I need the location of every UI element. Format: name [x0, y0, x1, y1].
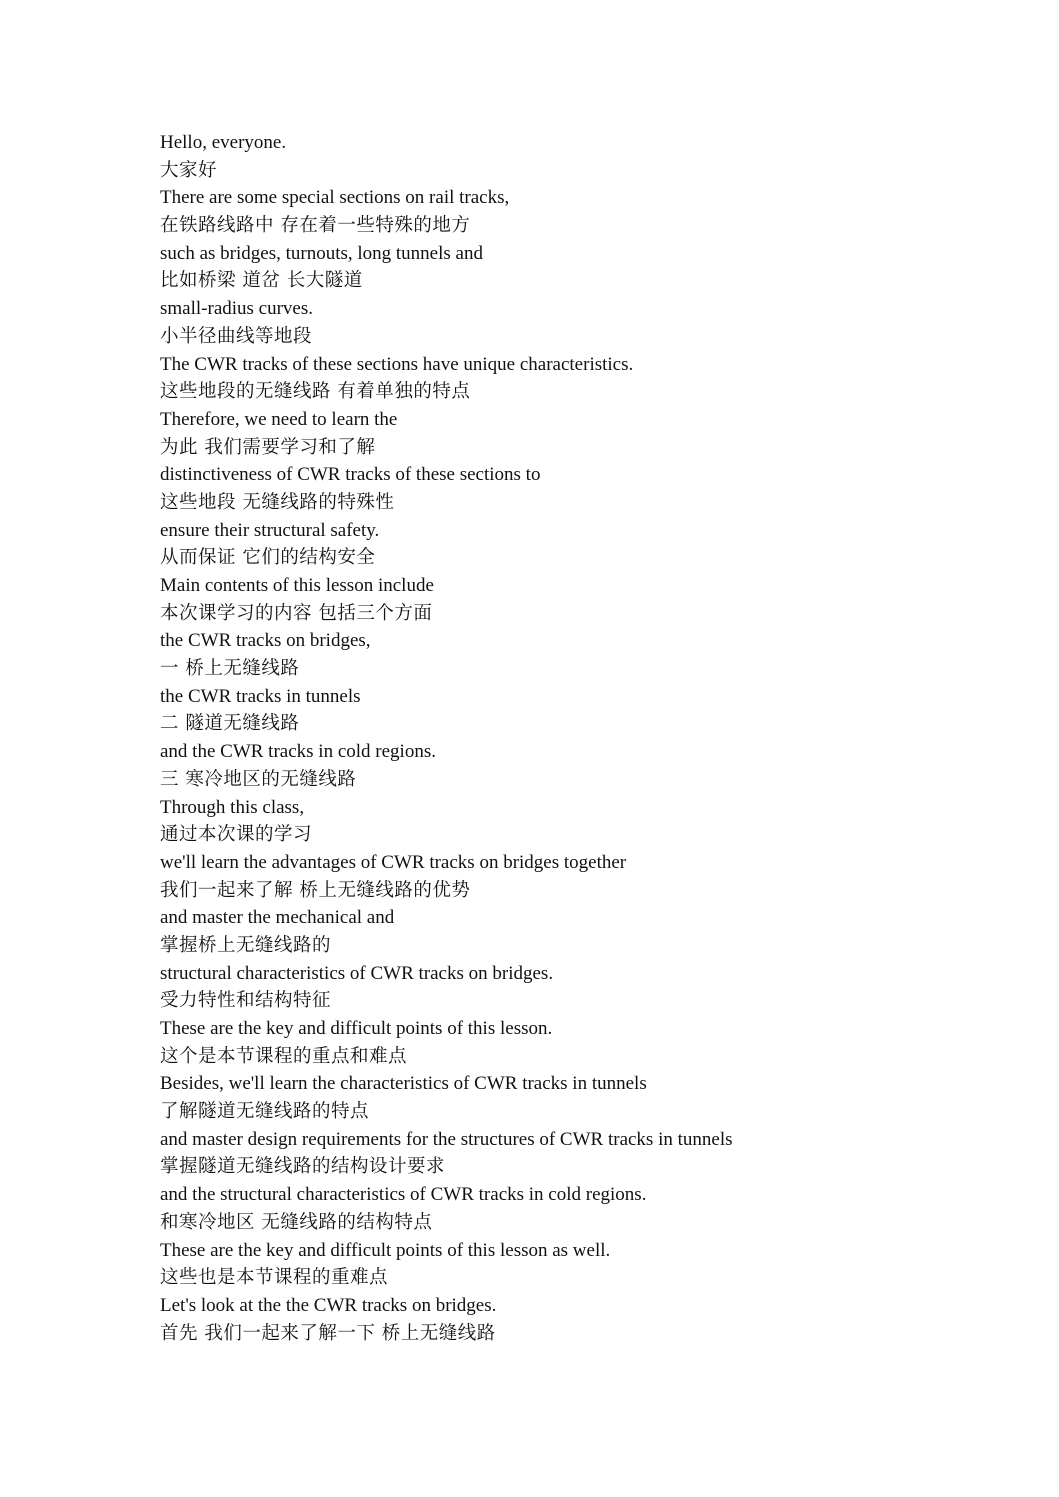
transcript-line-en: and master design requirements for the structures of CWR tracks in tunnels: [160, 1128, 733, 1150]
transcript-line-en: These are the key and difficult points of this lesson as well.: [160, 1239, 611, 1261]
transcript-line-en: Therefore, we need to learn the: [160, 408, 398, 430]
transcript-line-zh: 这个是本节课程的重点和难点: [160, 1045, 408, 1067]
transcript-line-en: These are the key and difficult points of this lesson.: [160, 1018, 553, 1039]
transcript-line-zh: 三 寒冷地区的无缝线路: [160, 768, 357, 790]
transcript-line-en: Besides, we'll learn the characteristics of CWR tracks in tunnels: [160, 1073, 647, 1095]
transcript-line-zh: 掌握桥上无缝线路的: [160, 934, 332, 956]
transcript-line-zh: 小半径曲线等地段: [160, 325, 313, 347]
transcript-line-en: and the structural characteristics of CWR tracks in cold regions.: [160, 1184, 647, 1206]
transcript-line-en: structural characteristics of CWR tracks on bridges.: [160, 962, 554, 984]
transcript-line-zh: 我们一起来了解 桥上无缝线路的优势: [160, 879, 471, 901]
transcript-line-en: Hello, everyone.: [160, 132, 287, 153]
transcript-line-zh: 大家好: [160, 159, 218, 181]
transcript-line-zh: 从而保证 它们的结构安全: [160, 547, 376, 569]
transcript-line-en: distinctiveness of CWR tracks of these sections to: [160, 464, 541, 486]
transcript-line-zh: 为此 我们需要学习和了解: [160, 436, 376, 458]
transcript-line-zh: 本次课学习的内容 包括三个方面: [160, 602, 433, 624]
transcript-line-zh: 通过本次课的学习: [160, 824, 313, 846]
transcript-line-zh: 比如桥梁 道岔 长大隧道: [160, 270, 363, 292]
transcript-line-zh: 二 隧道无缝线路: [160, 713, 300, 735]
transcript-line-zh: 和寒冷地区 无缝线路的结构特点: [160, 1211, 433, 1233]
transcript-line-zh: 受力特性和结构特征: [160, 990, 332, 1012]
transcript-line-zh: 这些地段 无缝线路的特殊性: [160, 491, 395, 513]
transcript-line-zh: 这些地段的无缝线路 有着单独的特点: [160, 381, 471, 403]
transcript-line-zh: 首先 我们一起来了解一下 桥上无缝线路: [160, 1322, 496, 1344]
transcript-line-zh: 这些也是本节课程的重难点: [160, 1267, 389, 1289]
transcript-line-en: small-radius curves.: [160, 298, 314, 320]
transcript-line-en: the CWR tracks in tunnels: [160, 685, 361, 707]
transcript-line-en: and the CWR tracks in cold regions.: [160, 741, 436, 763]
transcript-line-en: There are some special sections on rail tracks,: [160, 187, 510, 209]
transcript-line-en: Main contents of this lesson include: [160, 575, 434, 596]
bilingual-transcript: [160, 129, 1020, 1347]
transcript-line-en: and master the mechanical and: [160, 907, 395, 929]
transcript-line-en: ensure their structural safety.: [160, 519, 380, 541]
transcript-line-en: the CWR tracks on bridges,: [160, 630, 371, 652]
transcript-line-zh: 一 桥上无缝线路: [160, 658, 300, 680]
transcript-line-en: Let's look at the the CWR tracks on bridges.: [160, 1294, 497, 1316]
transcript-line-en: we'll learn the advantages of CWR tracks on bridges together: [160, 851, 627, 873]
transcript-line-en: The CWR tracks of these sections have unique characteristics.: [160, 353, 634, 375]
transcript-line-en: such as bridges, turnouts, long tunnels and: [160, 242, 483, 264]
transcript-line-zh: 了解隧道无缝线路的特点: [160, 1101, 370, 1123]
transcript-line-zh: 在铁路线路中 存在着一些特殊的地方: [160, 215, 471, 237]
transcript-line-en: Through this class,: [160, 796, 305, 818]
transcript-line-zh: 掌握隧道无缝线路的结构设计要求: [160, 1156, 446, 1178]
